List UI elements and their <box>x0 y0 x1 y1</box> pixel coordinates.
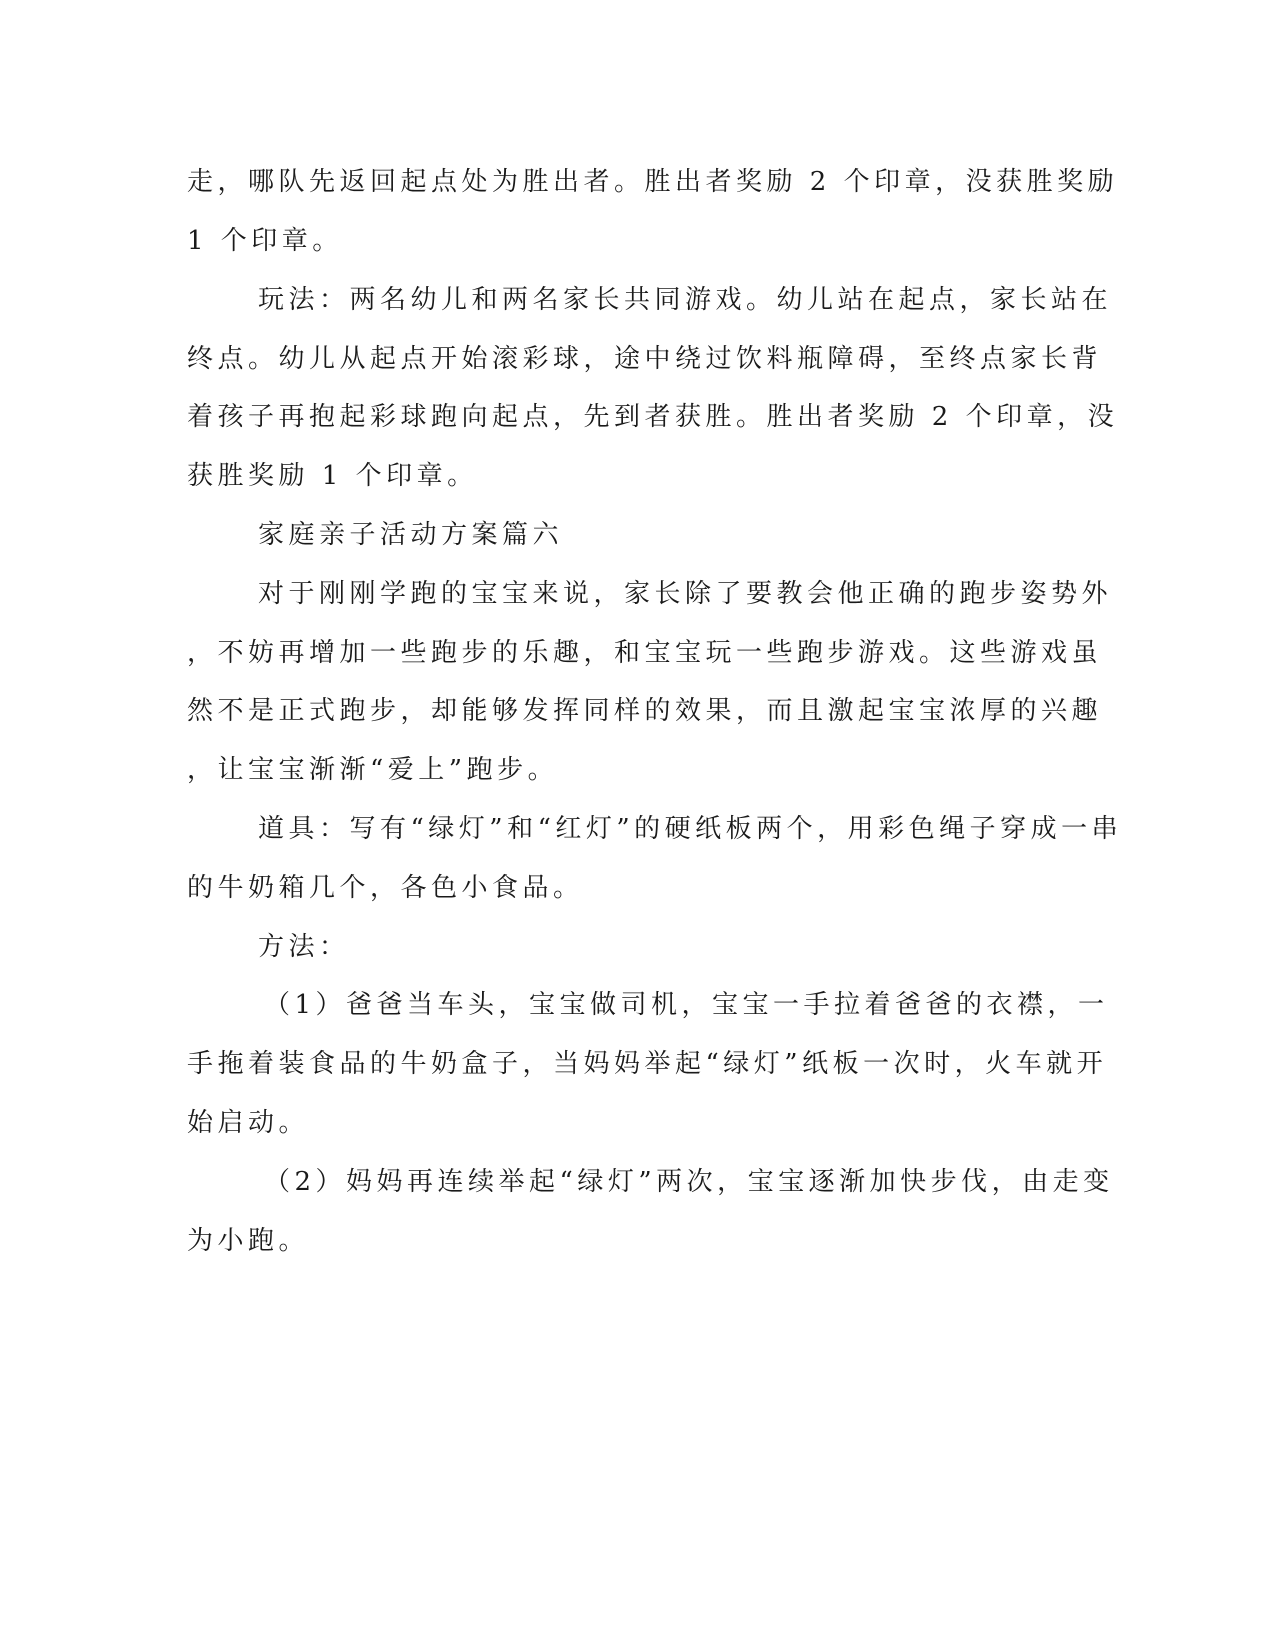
paragraph-start: 道具：写有“绿灯”和“红灯”的硬纸板两个，用彩色绳子穿成一串 <box>258 814 1123 844</box>
text-line: 然不是正式跑步，却能够发挥同样的效果，而且激起宝宝浓厚的兴趣 <box>187 696 1103 726</box>
text-line: 获胜奖励 1 个印章。 <box>187 461 478 491</box>
text-line: 着孩子再抱起彩球跑向起点，先到者获胜。胜出者奖励 2 个印章，没 <box>187 402 1119 432</box>
text-line: ，不妨再增加一些跑步的乐趣，和宝宝玩一些跑步游戏。这些游戏虽 <box>187 638 1103 668</box>
text-line: 的牛奶箱几个，各色小食品。 <box>187 873 584 903</box>
text-line: 1 个印章。 <box>187 226 343 256</box>
text-line: 终点。幼儿从起点开始滚彩球，途中绕过饮料瓶障碍，至终点家长背 <box>187 344 1103 374</box>
section-heading: 家庭亲子活动方案篇六 <box>258 520 564 550</box>
text-line: 始启动。 <box>187 1108 310 1138</box>
paragraph-start: （2）妈妈再连续举起“绿灯”两次，宝宝逐渐加快步伐，由走变 <box>264 1167 1114 1197</box>
paragraph-start: 玩法：两名幼儿和两名家长共同游戏。幼儿站在起点，家长站在 <box>258 285 1113 315</box>
paragraph-start: 方法： <box>258 932 350 962</box>
text-line: ，让宝宝渐渐“爱上”跑步。 <box>187 755 559 785</box>
text-line: 手拖着装食品的牛奶盒子，当妈妈举起“绿灯”纸板一次时，火车就开 <box>187 1049 1108 1079</box>
paragraph-start: 对于刚刚学跑的宝宝来说，家长除了要教会他正确的跑步姿势外 <box>258 579 1113 609</box>
paragraph-start: （1）爸爸当车头，宝宝做司机，宝宝一手拉着爸爸的衣襟，一 <box>264 990 1109 1020</box>
text-line: 为小跑。 <box>187 1226 310 1256</box>
text-line: 走，哪队先返回起点处为胜出者。胜出者奖励 2 个印章，没获胜奖励 <box>187 167 1119 197</box>
